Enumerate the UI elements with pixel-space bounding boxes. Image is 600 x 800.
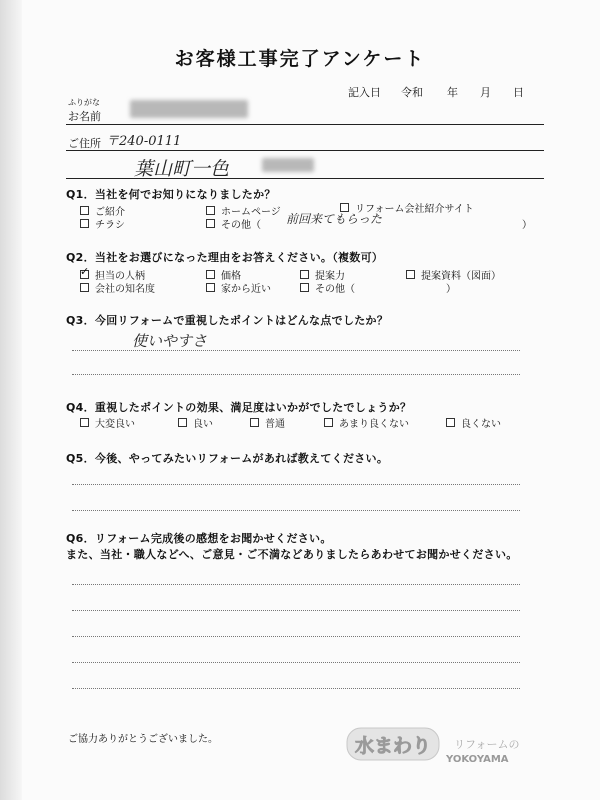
redacted-address [262, 158, 314, 172]
name-underline [66, 124, 544, 125]
q2-option-nearby[interactable]: 家から近い [206, 280, 271, 295]
q4-option-average[interactable]: 普通 [250, 415, 285, 430]
q6-answer-line-3 [72, 636, 520, 637]
q4-option-very-good[interactable]: 大変良い [80, 415, 135, 430]
checkbox[interactable] [178, 418, 187, 427]
date-month: 月 [480, 86, 491, 99]
date-year: 年 [447, 86, 458, 99]
q6-answer-line-2 [72, 610, 520, 611]
q6-question: Q6．リフォーム完成後の感想をお聞かせください。 [66, 532, 332, 545]
checkbox[interactable] [206, 219, 215, 228]
checkbox[interactable] [206, 206, 215, 215]
address-label: ご住所 [68, 137, 101, 150]
q1-other-handwritten: 前回来てもらった [286, 212, 383, 226]
q4-option-good[interactable]: 良い [178, 415, 213, 430]
brand-company-name: YOKOYAMA [446, 754, 509, 765]
q1-question: Q1．当社を何でお知りになりましたか？ [66, 188, 276, 201]
q5-question: Q5．今後、やってみたいリフォームがあれば教えてください。 [66, 452, 389, 465]
checkbox[interactable] [406, 270, 415, 279]
q6-question-line-2: また、当社・職人などへ、ご意見・ご不満などありましたらあわせてお聞かせください。 [66, 548, 518, 561]
checkbox[interactable] [80, 219, 89, 228]
q3-answer-line-2 [72, 374, 520, 375]
q2-option-other[interactable]: その他（ [300, 280, 355, 295]
checkbox[interactable] [300, 283, 309, 292]
q2-option-reputation[interactable]: 会社の知名度 [80, 280, 155, 295]
redacted-name [130, 100, 248, 118]
q2-other-close: ） [446, 284, 456, 295]
name-label: お名前 [68, 110, 101, 123]
checkbox-checked[interactable] [80, 270, 89, 279]
checkbox[interactable] [324, 418, 333, 427]
q6-answer-line-1 [72, 584, 520, 585]
q1-option-introduction[interactable]: ご紹介 [80, 203, 125, 218]
date-label: 記入日 [348, 86, 381, 99]
q2-question: Q2．当社をお選びになった理由をお答えください。（複数可） [66, 251, 384, 264]
q5-answer-line-2 [72, 510, 520, 511]
brand-logo-text: 水まわり [354, 735, 432, 757]
q1-option-flyer[interactable]: チラシ [80, 216, 125, 231]
date-day: 日 [513, 86, 524, 99]
date-row [348, 84, 524, 100]
q2-option-staff[interactable]: ✓ 担当の人柄 [80, 267, 145, 282]
address-line-1 [66, 150, 544, 151]
checkbox[interactable] [206, 270, 215, 279]
q4-option-bad[interactable]: 良くない [446, 415, 501, 430]
checkbox[interactable] [80, 283, 89, 292]
q6-answer-line-5 [72, 688, 520, 689]
q1-option-referral-site[interactable]: リフォーム会社紹介サイト [340, 200, 474, 215]
q3-question: Q3．今回リフォームで重視したポイントはどんな点でしたか？ [66, 314, 389, 327]
scan-edge-shadow [0, 0, 22, 800]
postal-code-handwritten: 〒240-0111 [106, 134, 182, 149]
q2-option-proposal-docs[interactable]: 提案資料（図面） [406, 267, 501, 282]
q4-question: Q4．重視したポイントの効果、満足度はいかがでしたでしょうか？ [66, 401, 412, 414]
date-era: 令和 [401, 86, 423, 99]
checkbox[interactable] [80, 418, 89, 427]
q6-answer-line-4 [72, 662, 520, 663]
checkbox[interactable] [80, 206, 89, 215]
address-handwritten: 葉山町一色 [134, 158, 230, 180]
q3-answer-line-1 [72, 350, 520, 351]
checkbox[interactable] [206, 283, 215, 292]
thank-you-text: ご協力ありがとうございました。 [68, 734, 218, 745]
q1-option-other[interactable]: その他（ [206, 216, 261, 231]
q2-option-proposal[interactable]: 提案力 [300, 267, 345, 282]
page-title: お客様工事完了アンケート [174, 48, 426, 70]
q2-option-price[interactable]: 価格 [206, 267, 241, 282]
furigana-label: ふりがな [68, 98, 100, 107]
brand-logo [346, 724, 440, 764]
checkbox[interactable] [300, 270, 309, 279]
q4-option-not-so-good[interactable]: あまり良くない [324, 415, 409, 430]
checkbox[interactable] [446, 418, 455, 427]
brand-tagline: リフォームの [454, 738, 520, 751]
q3-answer-handwritten: 使いやすさ [132, 332, 208, 350]
q5-answer-line-1 [72, 484, 520, 485]
checkbox[interactable] [250, 418, 259, 427]
address-line-2 [66, 178, 544, 179]
q1-other-close: ） [522, 220, 532, 231]
q1-option-homepage[interactable]: ホームページ [206, 203, 281, 218]
